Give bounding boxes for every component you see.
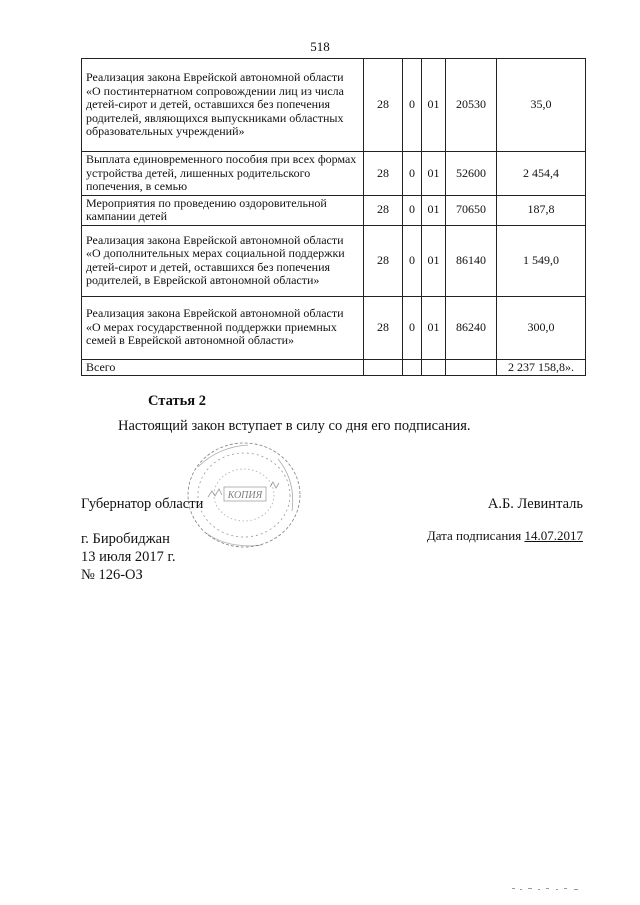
row-code-2: 0 (403, 225, 422, 296)
row-code-1: 28 (364, 152, 403, 196)
total-amount: 2 237 158,8». (497, 359, 586, 376)
row-code-4: 20530 (446, 59, 497, 152)
total-empty-cell (364, 359, 403, 376)
row-code-2: 0 (403, 152, 422, 196)
total-empty-cell (422, 359, 446, 376)
signer-name: А.Б. Левинталь (487, 496, 583, 512)
total-label: Всего (82, 359, 364, 376)
signer-title: Губернатор области (81, 496, 204, 512)
stamp-text: КОПИЯ (227, 490, 263, 501)
row-code-4: 86240 (446, 296, 497, 359)
page-number: 518 (310, 39, 330, 54)
signing-date (427, 528, 583, 544)
law-number: № 126-ОЗ (81, 567, 143, 583)
article-text: Настоящий закон вступает в силу со дня его подписания. (118, 418, 471, 434)
row-code-3: 01 (422, 59, 446, 152)
row-amount: 2 454,4 (497, 152, 586, 196)
row-code-4: 52600 (446, 152, 497, 196)
budget-table (81, 58, 586, 376)
row-code-1: 28 (364, 195, 403, 225)
row-description: Выплата единовременного пособия при всех формах устройства детей, лишенных родительского попечения, в семью (82, 152, 364, 196)
row-code-1: 28 (364, 296, 403, 359)
row-description: Реализация закона Еврейской автономной области «О дополнительных мерах социальной поддержки детей-сирот и детей, оставшихся без попечения родителей, в Еврейской автономной области» (82, 225, 364, 296)
table-row (82, 59, 586, 152)
row-description: Реализация закона Еврейской автономной области «О постинтернатном сопровождении лиц из числа детей-сирот и детей, оставшихся без попечения родителей, являющихся выпускниками областных образовательных учреждений» (82, 59, 364, 152)
table-row (82, 195, 586, 225)
row-code-4: 86140 (446, 225, 497, 296)
row-amount: 300,0 (497, 296, 586, 359)
row-amount: 1 549,0 (497, 225, 586, 296)
row-code-1: 28 (364, 59, 403, 152)
row-code-4: 70650 (446, 195, 497, 225)
signing-date-value: 14.07.2017 (524, 528, 583, 543)
table-row (82, 152, 586, 196)
total-empty-cell (446, 359, 497, 376)
law-date: 13 июля 2017 г. (81, 549, 176, 565)
row-description: Мероприятия по проведению оздоровительной кампании детей (82, 195, 364, 225)
table-total-row (82, 359, 586, 376)
article-heading: Статья 2 (148, 393, 206, 409)
scan-noise-marks (510, 886, 590, 892)
row-code-3: 01 (422, 296, 446, 359)
table-row (82, 296, 586, 359)
row-amount: 35,0 (497, 59, 586, 152)
budget-table-body (82, 59, 586, 376)
row-amount: 187,8 (497, 195, 586, 225)
row-code-3: 01 (422, 152, 446, 196)
total-empty-cell (403, 359, 422, 376)
row-code-3: 01 (422, 225, 446, 296)
row-code-1: 28 (364, 225, 403, 296)
table-row (82, 225, 586, 296)
row-description: Реализация закона Еврейской автономной области «О мерах государственной поддержки приемных семей в Еврейской автономной области» (82, 296, 364, 359)
place: г. Биробиджан (81, 531, 170, 547)
row-code-2: 0 (403, 195, 422, 225)
row-code-2: 0 (403, 296, 422, 359)
row-code-3: 01 (422, 195, 446, 225)
row-code-2: 0 (403, 59, 422, 152)
place-and-date-block (81, 530, 175, 584)
signing-date-label: Дата подписания (426, 528, 522, 543)
